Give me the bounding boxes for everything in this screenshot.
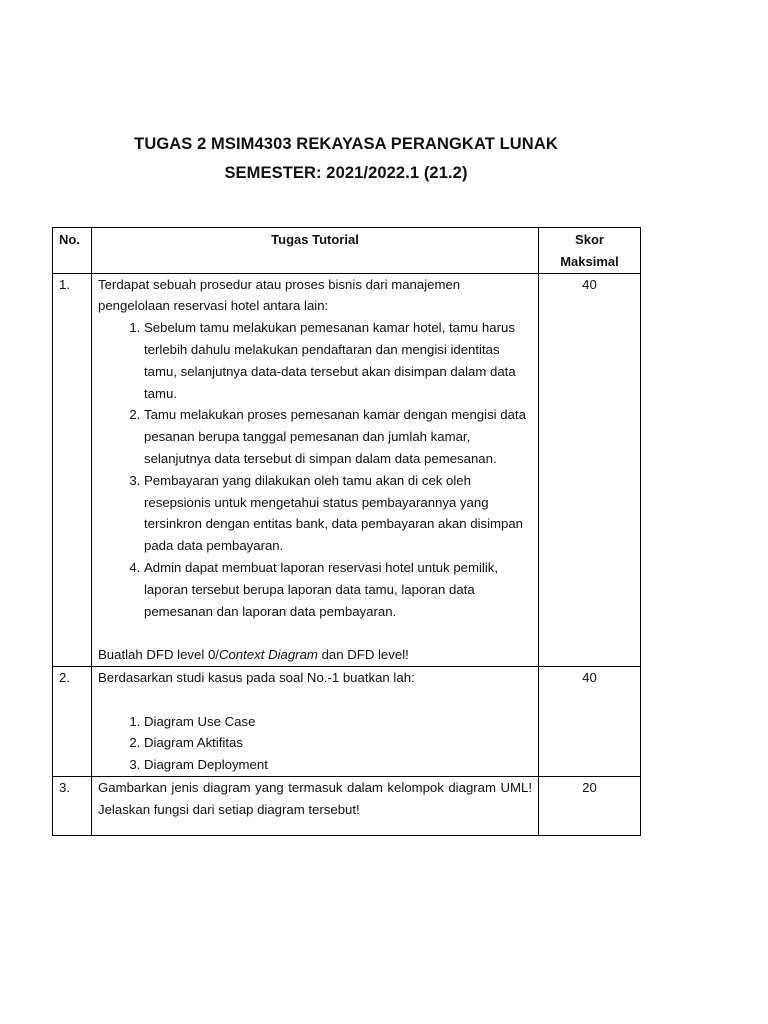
task-text: Gambarkan jenis diagram yang termasuk dalam kelompok diagram UML! Jelaskan fungsi dari setiap diagram tersebut!: [98, 779, 532, 817]
score-cell: 40: [539, 273, 641, 666]
table-header-row: [53, 228, 641, 274]
list-item: 1. Diagram Use Case: [144, 711, 532, 733]
column-header-score: [539, 228, 641, 274]
task-cell: [92, 776, 539, 835]
list-item: 2. Tamu melakukan proses pemesanan kamar dengan mengisi data pesanan berupa tanggal pemesanan dan jumlah kamar, selanjutnya data tersebut di simpan dalam data pemesanan.: [144, 404, 532, 469]
score-cell: 40: [539, 666, 641, 776]
row-number: 1.: [53, 273, 92, 666]
score-cell: 20: [539, 776, 641, 835]
list-item: 4. Admin dapat membuat laporan reservasi hotel untuk pemilik, laporan tersebut berupa laporan data tamu, laporan data pemesanan dan laporan data pembayaran.: [144, 557, 532, 622]
task-intro: Berdasarkan studi kasus pada soal No.-1 buatkan lah:: [98, 669, 415, 685]
semester-label: SEMESTER: 2021/2022.1 (21.2): [224, 164, 468, 182]
task-intro: Terdapat sebuah prosedur atau proses bisnis dari manajemen pengelolaan reservasi hotel antara lain:: [98, 276, 461, 314]
list-item: 1. Sebelum tamu melakukan pemesanan kamar hotel, tamu harus terlebih dahulu melakukan pendaftaran dan mengisi identitas tamu, selanjutnya data-data tersebut akan disimpan dalam data tamu.: [144, 317, 532, 404]
task-cell: [92, 666, 539, 776]
task-table: [52, 227, 641, 836]
task-closing-end: dan DFD level!: [317, 647, 409, 663]
task-closing-text: Buatlah DFD level 0/: [98, 647, 219, 663]
column-header-score-line1: Skor: [575, 232, 604, 247]
table-row: [53, 666, 641, 776]
row-number: 3.: [53, 776, 92, 835]
table-row: [53, 776, 641, 835]
list-item: 3. Pembayaran yang dilakukan oleh tamu akan di cek oleh resepsionis untuk mengetahui status pembayarannya yang tersinkron dengan entitas bank, data pembayaran akan disimpan pada data pembayaran.: [144, 470, 532, 557]
spacer: [98, 689, 532, 711]
document-header: [52, 130, 640, 188]
task-closing: [98, 644, 532, 666]
task-cell: [92, 273, 539, 666]
table-row: [53, 273, 641, 666]
task-list: [98, 317, 532, 622]
document-title: TUGAS 2 MSIM4303 REKAYASA PERANGKAT LUNAK: [134, 135, 558, 153]
spacer: [98, 622, 532, 644]
column-header-no: No.: [53, 228, 92, 274]
row-number: 2.: [53, 666, 92, 776]
column-header-score-line2: Maksimal: [560, 253, 619, 269]
task-closing-italic: Context Diagram: [218, 647, 318, 663]
list-item: 3. Diagram Deployment: [144, 754, 532, 776]
column-header-task: Tugas Tutorial: [92, 228, 539, 274]
list-item: 2. Diagram Aktifitas: [144, 732, 532, 754]
task-list: [98, 711, 532, 776]
